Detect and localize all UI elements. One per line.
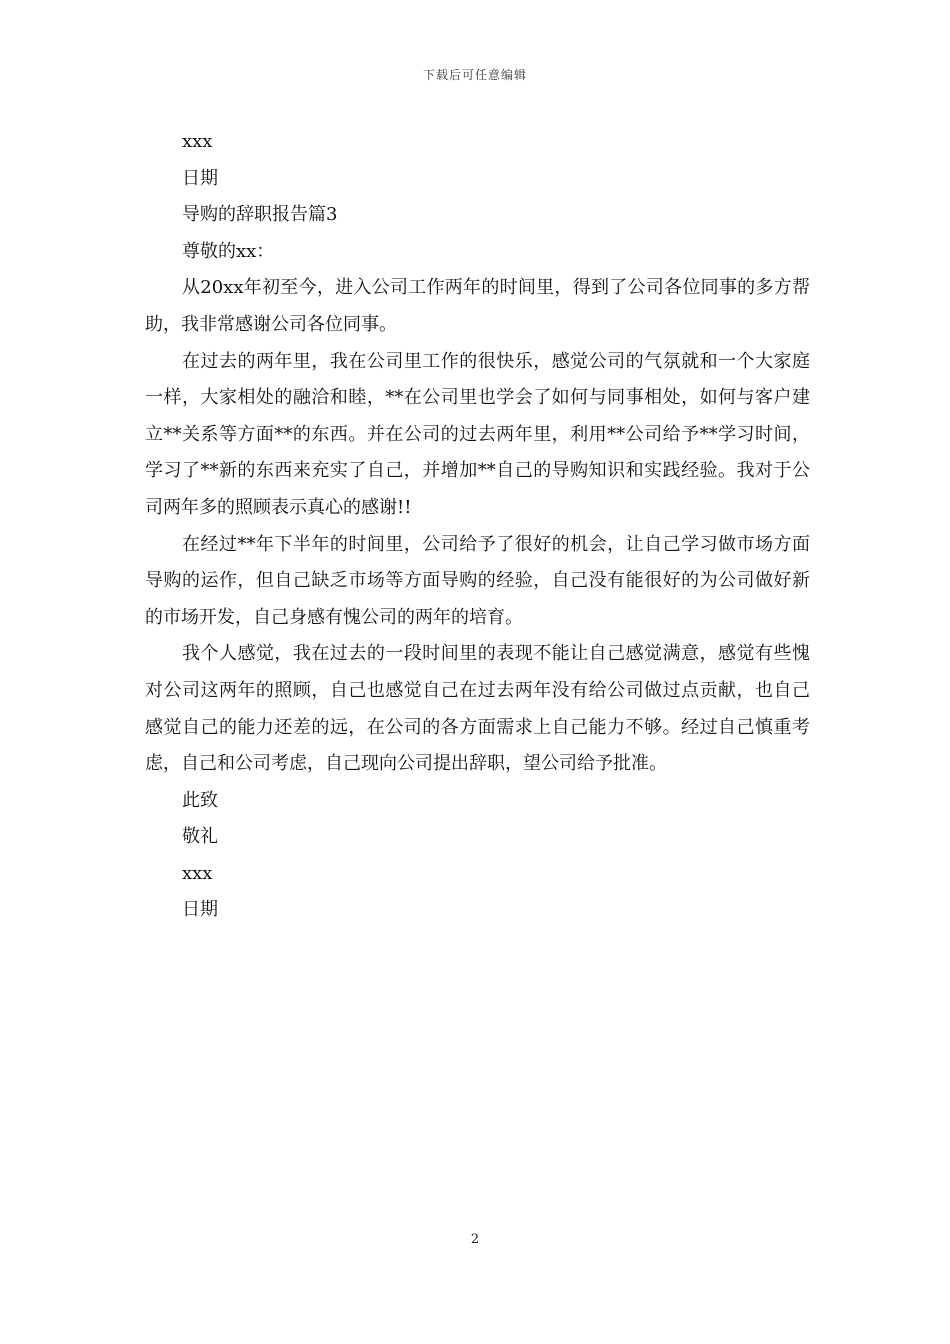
- bottom-date: 日期: [182, 899, 218, 921]
- closing-2: 敬礼: [182, 826, 218, 848]
- letter-body: [145, 124, 810, 929]
- page-number: 2: [470, 1232, 480, 1247]
- paragraph-1: 从20xx年初至今，进入公司工作两年的时间里，得到了公司各位同事的多方帮助，我非常感谢公司各位同事。: [145, 277, 810, 335]
- top-signature: xxx: [182, 131, 213, 152]
- paragraph-4: 我个人感觉，我在过去的一段时间里的表现不能让自己感觉满意，感觉有些愧对公司这两年的照顾，自己也感觉自己在过去两年没有给公司做过点贡献，也自己感觉自己的能力还差的远，在公司的各方面需求上自己能力不够。经过自己慎重考虑，自己和公司考虑，自己现向公司提出辞职，望公司给予批准。: [145, 643, 810, 775]
- bottom-signature: xxx: [182, 862, 213, 884]
- paragraph-3: 在经过**年下半年的时间里，公司给予了很好的机会，让自己学习做市场方面导购的运作，但自己缺乏市场等方面导购的经验，自己没有能很好的为公司做好新的市场开发，自己身感有愧公司的两年的培育。: [145, 533, 810, 628]
- paragraph-2: 在过去的两年里，我在公司里工作的很快乐，感觉公司的气氛就和一个大家庭一样，大家相处的融洽和睦，**在公司里也学会了如何与同事相处，如何与客户建立**关系等方面**的东西。并在公司的过去两年里，利用**公司给予**学习时间，学习了**新的东西来充实了自己，并增加**自己的导购知识和实践经验。我对于公司两年多的照顾表示真心的感谢!!: [145, 350, 810, 518]
- page-header-note: 下载后可任意编辑: [422, 68, 527, 82]
- letter-title: 导购的辞职报告篇3: [182, 204, 338, 226]
- top-date: 日期: [182, 167, 218, 189]
- closing-1: 此致: [182, 789, 218, 811]
- salutation: 尊敬的xx：: [182, 240, 275, 262]
